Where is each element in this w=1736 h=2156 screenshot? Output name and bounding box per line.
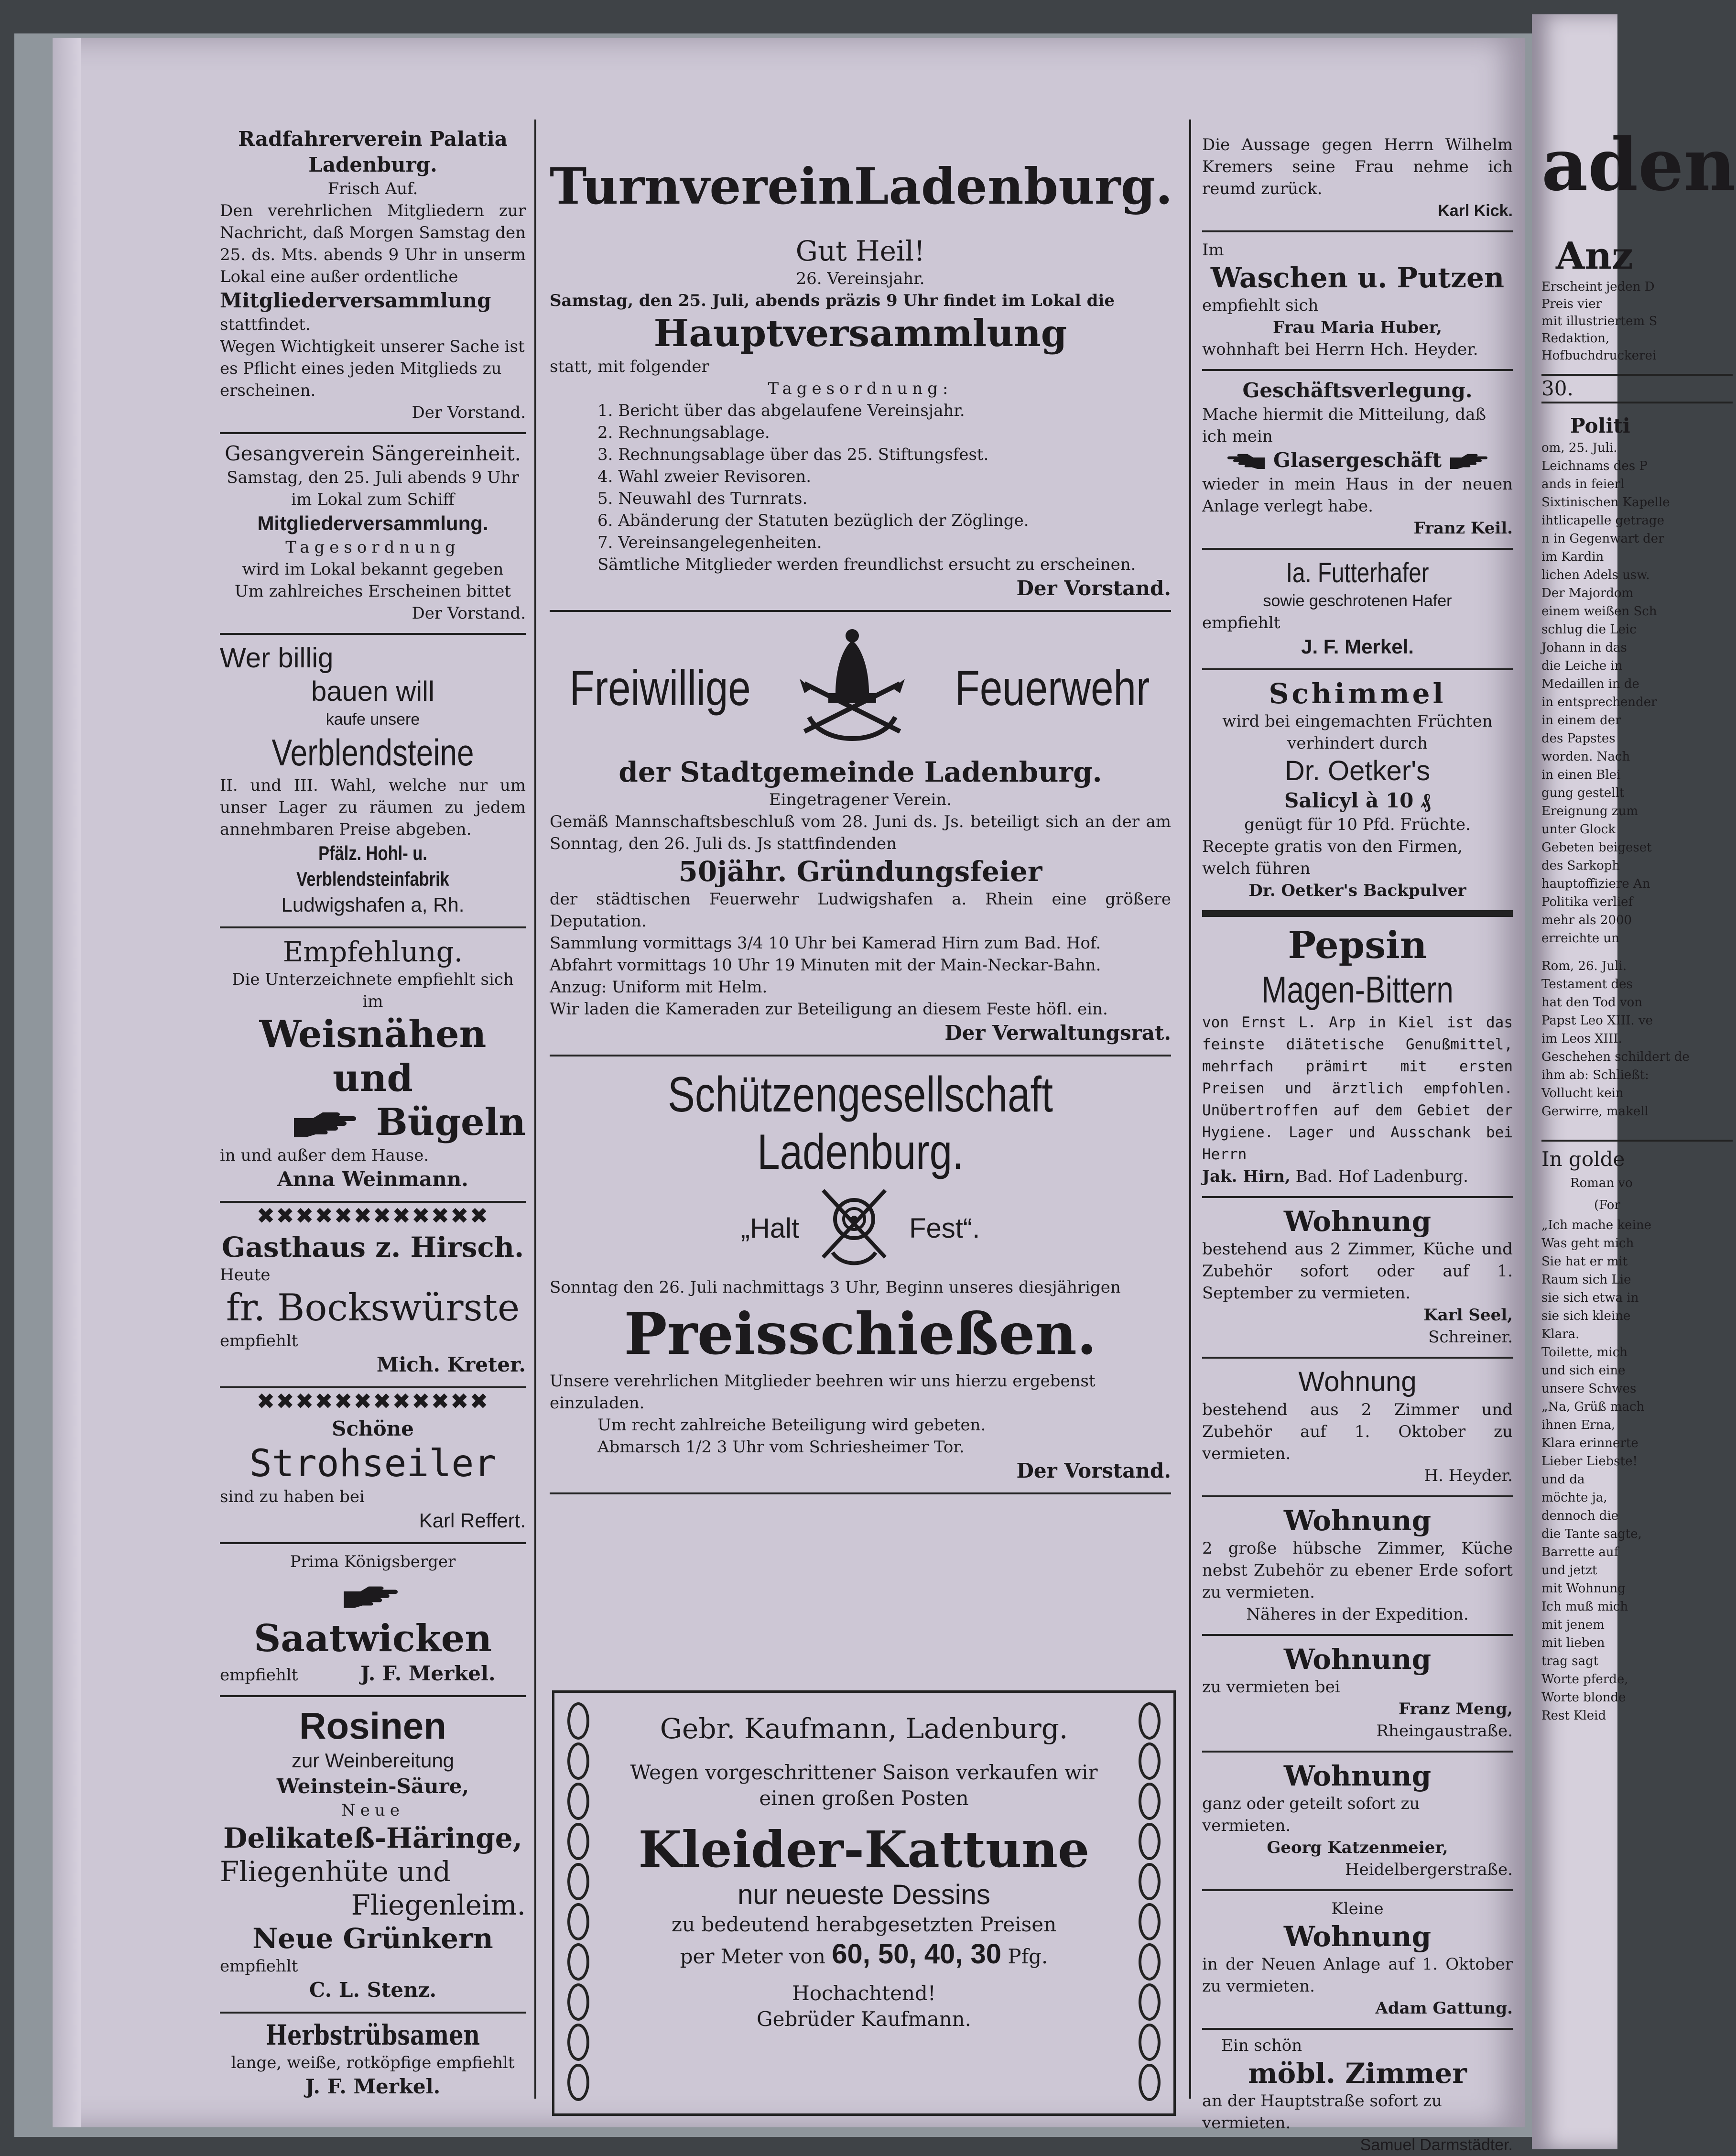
strip-serial xyxy=(1541,1216,1733,1725)
rosinen-item4: Neue Grünkern xyxy=(252,1922,493,1955)
herbst-product: Herbstrübsamen xyxy=(266,2019,480,2051)
feuerwehr-reg: Eingetragener Verein. xyxy=(769,790,952,809)
strip-line: Barrette auf xyxy=(1541,1545,1619,1559)
strip-line: und sich eine xyxy=(1541,1363,1626,1378)
rosinen-sub3: Neue xyxy=(341,1801,404,1820)
empf-title: Empfehlung. xyxy=(282,936,463,968)
saenger-body2: wird im Lokal bekannt gegeben xyxy=(242,560,504,579)
decorative-x-row: ✖✖✖✖✖✖✖✖✖✖✖✖ xyxy=(256,1388,489,1414)
palatia-body: Den verehrlichen Mitgliedern zur Nachricht, daß Morgen Samstag den 25. ds. Mts. abends 9 Uhr in unserm Lokal eine außer ordentliche xyxy=(220,201,526,286)
strip-line: Lieber Liebste! xyxy=(1541,1454,1638,1469)
palatia-title: Radfahrerverein Palatia xyxy=(238,127,508,151)
ad-wohnung-meng xyxy=(1202,1636,1513,1753)
herbst-sign: J. F. Merkel. xyxy=(305,2075,441,2098)
seel-sign: Karl Seel, xyxy=(1423,1306,1513,1325)
strip-line: einem weißen Sch xyxy=(1541,604,1657,619)
right-column xyxy=(1202,120,1513,2154)
feuerwehr-title-right: Feuerwehr xyxy=(955,661,1150,716)
strip-line: Hofbuchdruckerei xyxy=(1541,348,1657,363)
bauen-line1: Wer billig xyxy=(220,642,334,674)
strip-line: Gebeten beigeset xyxy=(1541,840,1652,855)
palatia-sign: Der Vorstand. xyxy=(412,403,526,422)
turnverein-greeting: Gut Heil! xyxy=(795,235,925,267)
strip-line: Preis vier xyxy=(1541,297,1602,311)
rosinen-item1: Delikateß-Häringe, xyxy=(223,1822,522,1854)
saenger-body: Samstag, den 25. Juli abends 9 Uhr im Lokal zum Schiff xyxy=(227,468,519,509)
rosinen-product: Rosinen xyxy=(299,1705,446,1747)
strip-line: mehr als 2000 xyxy=(1541,913,1632,927)
strip-line: worden. Nach xyxy=(1541,750,1630,764)
strip-line: hauptoffiziere An xyxy=(1541,877,1650,891)
darmstaedter-body: an der Hauptstraße sofort zu vermieten. xyxy=(1202,2091,1442,2133)
katzenmeier-body: ganz oder geteilt sofort zu vermieten. xyxy=(1202,1794,1420,1835)
stroh-sign: Karl Reffert. xyxy=(419,1509,526,1532)
huber-title: Waschen u. Putzen xyxy=(1210,261,1505,294)
strip-line: Worte blonde xyxy=(1541,1690,1626,1705)
strip-line: Geschehen schildert de xyxy=(1541,1050,1690,1064)
ad-futterhafer xyxy=(1202,550,1513,670)
saenger-sign: Der Vorstand. xyxy=(412,604,526,623)
strip-line: Medaillen in de xyxy=(1541,677,1639,691)
strip-line: Ich muß mich xyxy=(1541,1600,1628,1614)
strip-line: ihtlicapelle getrage xyxy=(1541,513,1664,528)
strip-line: ihnen Erna, xyxy=(1541,1418,1616,1432)
kaufmann-product: Kleider-Kattune xyxy=(638,1820,1090,1879)
turnverein-event: Hauptversammlung xyxy=(653,312,1067,355)
ad-schuetzen xyxy=(550,1056,1171,1494)
merkel-sub: sowie geschrotenen Hafer xyxy=(1263,592,1452,610)
strip-line: Toilette, mich xyxy=(1541,1345,1628,1360)
turnverein-header xyxy=(550,139,1171,234)
gattung-body: in der Neuen Anlage auf 1. Oktober zu vermieten. xyxy=(1202,1955,1513,1996)
strip-line: Papst Leo XIII. ve xyxy=(1541,1013,1653,1028)
pointing-hand-icon xyxy=(342,1582,404,1613)
ad-turnverein xyxy=(550,120,1171,612)
strip-line: erreichte un xyxy=(1541,931,1619,946)
keil-sign: Franz Keil. xyxy=(1413,519,1513,538)
hirsch-sign: Mich. Kreter. xyxy=(376,1353,526,1376)
merkel-rec: empfiehlt xyxy=(1202,613,1280,632)
strip-line: n in Gegenwart der xyxy=(1541,532,1664,546)
strip-line: lichen Adels usw. xyxy=(1541,568,1650,582)
feuerwehr-l4: Wir laden die Kameraden zur Beteiligung an diesem Feste höfl. ein. xyxy=(550,1000,1108,1019)
strip-line: in einen Blei xyxy=(1541,768,1621,782)
turnverein-body: Samstag, den 25. Juli, abends präzis 9 Uhr findet im Lokal die xyxy=(550,291,1115,310)
strip-line: Sixtinischen Kapelle xyxy=(1541,495,1670,510)
strip-line: ihm ab: Schließt: xyxy=(1541,1068,1649,1082)
strip-line: Der Majordom xyxy=(1541,586,1634,600)
ad-saengereinheit xyxy=(220,434,526,635)
ad-wohnung-expedition xyxy=(1202,1497,1513,1636)
masthead-fragment: aden xyxy=(1541,123,1736,207)
ad-palatia xyxy=(220,120,526,434)
saenger-agenda: Tagesordnung xyxy=(285,538,460,557)
ad-empfehlung xyxy=(220,928,526,1203)
strip-article xyxy=(1541,439,1733,1121)
keil-shop-row xyxy=(1202,447,1513,473)
kaufmann-price-unit: Pfg. xyxy=(1008,1945,1048,1968)
ad-wohnung-heyder xyxy=(1202,1359,1513,1497)
pepsin-title1: Pepsin xyxy=(1288,924,1427,967)
schuetzen-motto xyxy=(550,1181,1171,1276)
schuetzen-motto-right: Fest“. xyxy=(909,1213,980,1244)
schuetzen-event: Preisschießen. xyxy=(624,1300,1097,1368)
strip-line: in entsprechender xyxy=(1541,695,1657,709)
ad-wohnung-gattung xyxy=(1202,1891,1513,2030)
oetker-body: wird bei eingemachten Früchten xyxy=(1222,712,1493,731)
strip-line: trag sagt xyxy=(1541,1654,1599,1668)
pepsin-sign2: Bad. Hof Ladenburg. xyxy=(1295,1167,1468,1186)
strip-line: und jetzt xyxy=(1541,1563,1597,1578)
strip-line: mit jenem xyxy=(1541,1618,1605,1632)
empf-big2-row xyxy=(220,1100,526,1144)
feuerwehr-l1: Sammlung vormittags 3/4 10 Uhr bei Kamerad Hirn zum Bad. Hof. xyxy=(550,934,1101,953)
hirsch-dish: fr. Bockswürste xyxy=(226,1286,520,1329)
huber-name: Frau Maria Huber, xyxy=(1273,318,1442,337)
strip-line: schlug die Leic xyxy=(1541,622,1637,637)
saat-rec: empfiehlt J. F. Merkel. xyxy=(220,1662,496,1685)
serial-fort: (For xyxy=(1594,1198,1620,1212)
katzenmeier-sign: Georg Katzenmeier, xyxy=(1267,1838,1448,1857)
strip-line: mit illustriertem S xyxy=(1541,314,1658,328)
darmstaedter-sign: Samuel Darmstädter. xyxy=(1360,2136,1513,2154)
page-edge xyxy=(53,38,81,2127)
schuetzen-body4: Abmarsch 1/2 3 Uhr vom Schriesheimer Tor. xyxy=(597,1437,965,1457)
empf-big2: Bügeln xyxy=(376,1100,526,1144)
strip-line: Testament des xyxy=(1541,977,1633,991)
turnverein-year: 26. Vereinsjahr. xyxy=(796,269,925,288)
heyder-sign: H. Heyder. xyxy=(1424,1466,1513,1485)
seel-title: Wohnung xyxy=(1283,1205,1432,1238)
strip-line: gung gestellt xyxy=(1541,786,1625,800)
herbst-body: lange, weiße, rotköpfige empfiehlt xyxy=(231,2053,515,2072)
strip-line: Redaktion, xyxy=(1541,331,1610,346)
agenda-item: 2. Rechnungsablage. xyxy=(597,423,770,442)
feuerwehr-body2: der städtischen Feuerwehr Ludwigshafen a. Rhein eine größere Deputation. xyxy=(550,890,1171,931)
gattung-sign: Adam Gattung. xyxy=(1375,1999,1513,2018)
empf-sign: Anna Weinmann. xyxy=(277,1167,468,1191)
fire-helmet-emblem-icon xyxy=(790,621,914,755)
merkel-sign: J. F. Merkel. xyxy=(1301,635,1414,658)
feuerwehr-l2: Abfahrt vormittags 10 Uhr 19 Minuten mit der Main-Neckar-Bahn. xyxy=(550,956,1101,975)
strip-line: om, 25. Juli. xyxy=(1541,441,1617,455)
strip-line: Sie hat er mit xyxy=(1541,1254,1628,1269)
oetker-title: Schimmel xyxy=(1269,677,1446,710)
meng-sign: Franz Meng, xyxy=(1399,1699,1513,1719)
strip-line: und da xyxy=(1541,1472,1585,1487)
ad-wohnung-seel xyxy=(1202,1198,1513,1359)
rosinen-rec: empfiehlt xyxy=(220,1957,298,1976)
palatia-greeting: Frisch Auf. xyxy=(327,179,418,198)
palatia-body3: Wegen Wichtigkeit unserer Sache ist es Pflicht eines jeden Mitglieds zu erscheinen. xyxy=(220,337,525,400)
decorative-x-row: ✖✖✖✖✖✖✖✖✖✖✖✖ xyxy=(256,1203,489,1229)
seel-sign2: Schreiner. xyxy=(1428,1328,1513,1347)
turnverein-agenda-list xyxy=(550,400,1171,576)
column-rule-left xyxy=(534,120,536,2099)
strip-line: Worte pferde, xyxy=(1541,1672,1628,1687)
meng-sign2: Rheingaustraße. xyxy=(1376,1721,1513,1741)
bauen-body: II. und III. Wahl, welche nur um unser Lager zu räumen zu jedem annehmbaren Preise abgeben. xyxy=(220,776,526,839)
turnverein-title-right: Ladenburg. xyxy=(854,157,1173,216)
ad-kaufmann xyxy=(552,1690,1176,2116)
strip-line: unter Glock xyxy=(1541,822,1616,837)
left-column xyxy=(220,120,526,2121)
agenda-item: 3. Rechnungsablage über das 25. Stiftungsfest. xyxy=(597,445,989,464)
kaufmann-title: Gebr. Kaufmann, Ladenburg. xyxy=(660,1712,1068,1745)
politics-heading: Politi xyxy=(1570,414,1630,437)
feuerwehr-title-left: Freiwillige xyxy=(569,661,751,716)
palatia-place: Ladenburg. xyxy=(308,153,437,176)
ad-kick xyxy=(1202,120,1513,232)
strip-line: Ereignung zum xyxy=(1541,804,1638,818)
strip-line: sie sich kleine xyxy=(1541,1309,1631,1323)
ad-feuerwehr xyxy=(550,612,1171,1056)
schuetzen-title: Schützengesellschaft Ladenburg. xyxy=(668,1067,1053,1180)
kaufmann-price-row xyxy=(607,1938,1121,1971)
pepsin-body: von Ernst L. Arp in Kiel ist das feinste diätetische Genußmittel, mehrfach prämirt mit ersten Preisen und ärztlich empfohlen. Unübertroffen auf dem Gebiet der Hygiene. Lager und Ausschank bei Herrn xyxy=(1202,1014,1513,1163)
pointing-hand-icon xyxy=(1449,451,1492,472)
kick-body: Die Aussage gegen Herrn Wilhelm Kremers seine Frau nehme ich reumd zurück. xyxy=(1202,135,1513,198)
serial-sub: Roman vo xyxy=(1570,1176,1633,1190)
target-emblem-icon xyxy=(818,1181,890,1276)
expedition-title: Wohnung xyxy=(1283,1504,1432,1537)
empf-body: Die Unterzeichnete empfiehlt sich im xyxy=(232,970,514,1011)
feuerwehr-sub: der Stadtgemeinde Ladenburg. xyxy=(618,756,1102,788)
strip-line: mit Wohnung xyxy=(1541,1581,1626,1596)
strip-line: Rom, 26. Juli. xyxy=(1541,959,1627,973)
strip-line: Klara. xyxy=(1541,1327,1580,1341)
schuetzen-body2: Unsere verehrlichen Mitglieder beehren wir uns hierzu ergebenst einzuladen. xyxy=(550,1372,1096,1413)
agenda-item: 7. Vereinsangelegenheiten. xyxy=(597,533,822,552)
strip-line: Leichnams des P xyxy=(1541,459,1648,473)
kaufmann-sub: nur neueste Dessins xyxy=(738,1879,990,1910)
oetker-body3: genügt für 10 Pfd. Früchte. xyxy=(1244,815,1471,834)
heyder-title: Wohnung xyxy=(1298,1366,1417,1397)
anzeiger-fragment: Anz xyxy=(1556,234,1633,278)
ad-strohseiler xyxy=(220,1414,526,1544)
bauen-product: Verblendsteine xyxy=(271,731,474,773)
saenger-event: Mitgliederversammlung. xyxy=(257,512,488,534)
feuerwehr-l3: Anzug: Uniform mit Helm. xyxy=(550,978,768,997)
rosinen-sign: C. L. Stenz. xyxy=(309,1978,437,2002)
oetker-brand: Dr. Oetker's xyxy=(1284,755,1431,786)
kaufmann-content xyxy=(607,1712,1121,2099)
ad-rosinen xyxy=(220,1697,526,2014)
bauen-city: Ludwigshafen a, Rh. xyxy=(281,893,465,916)
agenda-item: 1. Bericht über das abgelaufene Vereinsjahr. xyxy=(597,401,965,420)
huber-addr: wohnhaft bei Herrn Hch. Heyder. xyxy=(1202,340,1478,359)
strip-line: Gerwirre, makell xyxy=(1541,1104,1649,1119)
feuerwehr-body: Gemäß Mannschaftsbeschluß vom 28. Juni ds. Js. beteiligt sich an der am Sonntag, den 26. Juli ds. Js stattfindenden xyxy=(550,812,1171,853)
hirsch-rec: empfiehlt xyxy=(220,1331,298,1350)
ad-pepsin xyxy=(1202,917,1513,1198)
turnverein-sign: Der Vorstand. xyxy=(1016,577,1171,600)
darmstaedter-pre: Ein schön xyxy=(1221,2036,1302,2055)
schuetzen-body: Sonntag den 26. Juli nachmittags 3 Uhr, Beginn unseres diesjährigen xyxy=(550,1278,1121,1297)
column-rule-right xyxy=(1189,120,1191,2099)
empf-big1: Weisnähen und xyxy=(259,1013,487,1100)
saat-pre: Prima Königsberger xyxy=(290,1552,456,1571)
ad-oetker xyxy=(1202,670,1513,917)
saat-sign: J. F. Merkel. xyxy=(360,1662,496,1685)
meng-body: zu vermieten bei xyxy=(1202,1677,1340,1697)
keil-shop: Glasergeschäft xyxy=(1273,448,1442,472)
strip-line: im Kardin xyxy=(1541,550,1604,564)
keil-body2: wieder in mein Haus in der neuen Anlage verlegt habe. xyxy=(1202,475,1513,516)
keil-title: Geschäftsverlegung. xyxy=(1242,379,1473,402)
strip-line: Rest Kleid xyxy=(1541,1709,1606,1723)
schuetzen-motto-left: „Halt xyxy=(740,1213,800,1244)
ornamental-chain-left xyxy=(564,1702,593,2104)
oetker-body5: Dr. Oetker's Backpulver xyxy=(1248,881,1466,900)
kaufmann-body: Wegen vorgeschrittener Saison verkaufen wir einen großen Posten xyxy=(630,1761,1098,1810)
rosinen-item3: Fliegenleim. xyxy=(351,1889,526,1921)
katzenmeier-title: Wohnung xyxy=(1283,1760,1432,1792)
ad-herbstruebsamen xyxy=(220,2014,526,2100)
oetker-body2: verhindert durch xyxy=(1287,734,1428,753)
turnverein-body2: statt, mit folgender xyxy=(550,357,709,376)
strip-line: ands in feierl xyxy=(1541,477,1625,491)
strip-line: Johann in das xyxy=(1541,641,1627,655)
strip-line: dennoch die xyxy=(1541,1509,1619,1523)
turnverein-closing: Sämtliche Mitglieder werden freundlichst ersucht zu erscheinen. xyxy=(597,555,1136,574)
strip-line: Raum sich Lie xyxy=(1541,1273,1631,1287)
rosinen-sub1: zur Weinbereitung xyxy=(291,1749,455,1772)
strip-line: des Papstes xyxy=(1541,731,1616,746)
turnverein-agenda-title: Tagesordnung: xyxy=(768,379,953,398)
saat-row xyxy=(220,1573,526,1661)
feuerwehr-event: 50jähr. Gründungsfeier xyxy=(678,855,1042,888)
kaufmann-prices: 60, 50, 40, 30 xyxy=(832,1938,1001,1970)
pepsin-title2: Magen-Bittern xyxy=(1261,969,1454,1011)
katzenmeier-sign2: Heidelbergerstraße. xyxy=(1345,1860,1513,1879)
seel-body: bestehend aus 2 Zimmer, Küche und Zubehör sofort oder auf 1. September zu vermieten. xyxy=(1202,1240,1513,1303)
strip-line: Vollucht kein xyxy=(1541,1086,1624,1100)
expedition-body2: Näheres in der Expedition. xyxy=(1246,1605,1469,1624)
stroh-adj: Schöne xyxy=(332,1417,414,1440)
saenger-body3: Um zahlreiches Erscheinen bittet xyxy=(234,582,511,601)
strip-line: mit lieben xyxy=(1541,1636,1605,1650)
agenda-item: 4. Wahl zweier Revisoren. xyxy=(597,467,812,486)
meng-title: Wohnung xyxy=(1283,1643,1432,1676)
gattung-title: Wohnung xyxy=(1283,1920,1432,1953)
feuerwehr-sign: Der Verwaltungsrat. xyxy=(944,1021,1171,1045)
serial-heading: In golde xyxy=(1541,1140,1733,1172)
huber-body: empfiehlt sich xyxy=(1202,296,1319,315)
saat-product: Saatwicken xyxy=(253,1617,492,1660)
rosinen-item2: Fliegenhüte und xyxy=(220,1855,451,1888)
bauen-firm: Pfälz. Hohl- u. Verblendsteinfabrik xyxy=(296,842,449,890)
strip-line: im Leos XIII. xyxy=(1541,1032,1622,1046)
strip-line: „Ich mache keine xyxy=(1541,1218,1652,1232)
schuetzen-sign: Der Vorstand. xyxy=(1016,1459,1171,1482)
ad-zimmer-darmstaedter xyxy=(1202,2030,1513,2156)
expedition-body: 2 große hübsche Zimmer, Küche nebst Zubehör zu ebener Erde sofort zu vermieten. xyxy=(1202,1539,1513,1602)
pepsin-sign: Jak. Hirn, xyxy=(1202,1167,1291,1186)
ad-saatwicken xyxy=(220,1544,526,1697)
pointing-hand-icon xyxy=(292,1109,363,1142)
hirsch-title: Gasthaus z. Hirsch. xyxy=(221,1231,524,1263)
stroh-product: Strohseiler xyxy=(249,1442,497,1485)
ad-wohnung-katzenmeier xyxy=(1202,1753,1513,1891)
strip-line: des Sarkoph xyxy=(1541,859,1620,873)
ad-keil xyxy=(1202,371,1513,550)
saenger-title: Gesangverein Sängereinheit. xyxy=(225,442,521,465)
empf-body2: in und außer dem Hause. xyxy=(220,1146,429,1165)
issue-number: 30. xyxy=(1541,374,1733,403)
pointing-hand-icon xyxy=(1223,451,1266,472)
hirsch-today: Heute xyxy=(220,1265,271,1285)
kaufmann-body2: zu bedeutend herabgesetzten Preisen xyxy=(671,1913,1057,1936)
strip-line: „Na, Grüß mach xyxy=(1541,1400,1645,1414)
strip-line: möchte ja, xyxy=(1541,1491,1607,1505)
strip-line: die Leiche in xyxy=(1541,659,1623,673)
oetker-product: Salicyl à 10 ₰ xyxy=(1284,789,1431,812)
pepsin-sign-row xyxy=(1202,1165,1513,1187)
schuetzen-body3: Um recht zahlreiche Beteiligung wird gebeten. xyxy=(597,1416,986,1435)
ornamental-chain-right xyxy=(1135,1702,1164,2104)
rosinen-sub2: Weinstein-Säure, xyxy=(276,1775,469,1798)
bauen-line2: bauen will xyxy=(311,676,434,707)
feuerwehr-header xyxy=(550,621,1171,755)
kaufmann-sign: Gebrüder Kaufmann. xyxy=(757,2007,971,2031)
oetker-body4: Recepte gratis von den Firmen, welch führen xyxy=(1202,837,1463,878)
adjacent-page-strip xyxy=(1532,14,1736,2149)
heyder-body: bestehend aus 2 Zimmer und Zubehör auf 1. Oktober zu vermieten. xyxy=(1202,1400,1513,1463)
bauen-line3: kaufe unsere xyxy=(326,710,420,729)
gattung-pre: Kleine xyxy=(1331,1899,1384,1918)
strip-line: sie sich etwa in xyxy=(1541,1291,1639,1305)
merkel-title: Ia. Futterhafer xyxy=(1286,557,1429,588)
kaufmann-closing: Hochachtend! xyxy=(792,1982,936,2005)
ad-verblendsteine xyxy=(220,635,526,928)
strip-line: die Tante sagte, xyxy=(1541,1527,1642,1541)
agenda-item: 6. Abänderung der Statuten bezüglich der Zöglinge. xyxy=(597,511,1029,530)
ad-huber xyxy=(1202,232,1513,371)
palatia-event: Mitgliederversammlung xyxy=(220,289,491,312)
strip-line: Was geht mich xyxy=(1541,1236,1634,1251)
strip-line: in einem der xyxy=(1541,713,1621,728)
adjacent-page-content xyxy=(1541,123,1736,1725)
strip-line: Klara erinnerte xyxy=(1541,1436,1638,1450)
darmstaedter-title: möbl. Zimmer xyxy=(1248,2057,1467,2090)
agenda-item: 5. Neuwahl des Turnrats. xyxy=(597,489,808,508)
strip-line: unsere Schwes xyxy=(1541,1382,1637,1396)
stroh-body: sind zu haben bei xyxy=(220,1487,365,1506)
turnverein-title-left: Turnverein xyxy=(550,157,854,216)
strip-line: hat den Tod von xyxy=(1541,995,1642,1010)
palatia-body2: stattfindet. xyxy=(220,315,311,334)
ad-hirsch xyxy=(220,1229,526,1388)
strip-line: Erscheint jeden D xyxy=(1541,280,1655,294)
kaufmann-price-pre: per Meter von xyxy=(680,1945,825,1968)
strip-line: Politika verlief xyxy=(1541,895,1633,909)
kick-sign: Karl Kick. xyxy=(1438,202,1513,220)
keil-body: Mache hiermit die Mitteilung, daß ich mein xyxy=(1202,405,1486,446)
huber-pre: Im xyxy=(1202,240,1224,260)
